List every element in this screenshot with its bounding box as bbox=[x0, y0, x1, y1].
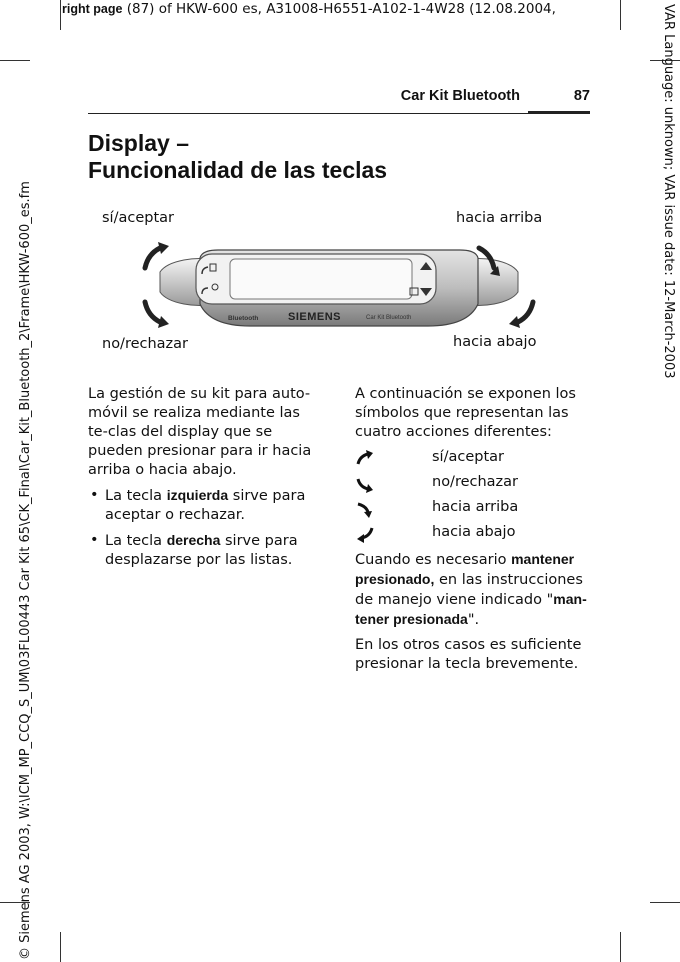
bullet-key: izquierda bbox=[166, 487, 229, 503]
left-margin-info bbox=[0, 0, 33, 962]
print-info-prefix: right page bbox=[62, 2, 123, 16]
bullet-right-key bbox=[88, 531, 324, 570]
arrow-up-right-icon bbox=[145, 248, 160, 268]
section-title: Car Kit Bluetooth bbox=[400, 88, 520, 104]
hold-text: ". bbox=[467, 612, 480, 628]
right-column bbox=[355, 385, 591, 680]
hold-text: en las instrucciones de manejo viene indicado " bbox=[355, 572, 583, 608]
page-number: 87 bbox=[573, 88, 590, 104]
print-info-line bbox=[62, 0, 622, 18]
left-column bbox=[88, 385, 324, 576]
arrow-down-left-icon bbox=[518, 302, 533, 322]
title-line-1: Display – bbox=[88, 130, 189, 156]
page-title bbox=[88, 130, 387, 184]
brand-name: SIEMENS bbox=[288, 311, 342, 323]
down-arrow-icon bbox=[355, 524, 375, 544]
print-info-text: (87) of HKW-600 es, A31008-H6551-A102-1-4W28 (12.08.2004, bbox=[122, 1, 556, 17]
var-info: VAR Language: unknown; VAR issue date: 12-March-2003 bbox=[661, 4, 676, 379]
key-list bbox=[88, 486, 324, 570]
crop-mark bbox=[60, 932, 61, 962]
symbol-label: hacia arriba bbox=[432, 499, 519, 515]
symbol-row bbox=[355, 448, 591, 473]
accept-arrow-icon bbox=[355, 449, 375, 469]
up-arrow-icon bbox=[355, 499, 375, 519]
symbol-row bbox=[355, 523, 591, 548]
bullet-text: sirve para aceptar o rechazar. bbox=[105, 488, 306, 523]
crop-mark bbox=[620, 932, 621, 962]
hold-paragraph bbox=[355, 550, 591, 630]
bluetooth-logo: Bluetooth bbox=[228, 315, 259, 322]
symbol-row bbox=[355, 473, 591, 498]
bullet-left-key bbox=[88, 486, 324, 525]
car-kit-device bbox=[88, 200, 590, 360]
page-header bbox=[88, 88, 590, 116]
symbol-list bbox=[355, 448, 591, 548]
bullet-text: La tecla bbox=[105, 488, 167, 504]
right-margin-info bbox=[658, 0, 680, 962]
hold-bold: mantener presionado, bbox=[355, 551, 575, 587]
reject-arrow-icon bbox=[355, 474, 375, 494]
label-reject: no/rechazar bbox=[102, 336, 189, 352]
bullet-text: sirve para desplazarse por las listas. bbox=[105, 533, 298, 568]
crop-mark bbox=[60, 0, 61, 30]
title-line-2: Funcionalidad de las teclas bbox=[88, 157, 388, 183]
symbol-label: no/rechazar bbox=[432, 474, 519, 490]
symbols-intro: A continuación se exponen los símbolos que representan las cuatro acciones diferentes: bbox=[355, 386, 576, 440]
arrow-down-right-icon bbox=[145, 302, 160, 322]
symbol-row bbox=[355, 498, 591, 523]
bullet-text: La tecla bbox=[105, 533, 167, 549]
bullet-key: derecha bbox=[166, 532, 221, 548]
display-diagram bbox=[88, 200, 590, 360]
symbol-label: sí/aceptar bbox=[432, 449, 504, 465]
model-name: Car Kit Bluetooth bbox=[366, 315, 412, 321]
intro-paragraph: La gestión de su kit para auto-móvil se realiza mediante las te-clas del display que se pueden presionar para ir hacia arriba o hacia abajo. bbox=[88, 386, 312, 478]
label-up: hacia arriba bbox=[456, 210, 543, 226]
label-accept: sí/aceptar bbox=[102, 210, 174, 226]
header-rule-thick bbox=[528, 111, 590, 114]
label-down: hacia abajo bbox=[453, 334, 537, 350]
header-rule bbox=[88, 113, 528, 114]
short-press-paragraph: En los otros casos es suficiente presionar la tecla brevemente. bbox=[355, 637, 582, 672]
hold-text: Cuando es necesario bbox=[355, 552, 512, 568]
copyright-path: © Siemens AG 2003, W:\ICM_MP_CCQ_S_UM\03FL00443 Car Kit 65\CK_Final\Car_Kit_Bluetooth_2\Frame\HKW-600_es.fm bbox=[18, 181, 33, 960]
symbol-label: hacia abajo bbox=[432, 524, 516, 540]
hold-bold: man-tener presionada bbox=[355, 591, 587, 627]
